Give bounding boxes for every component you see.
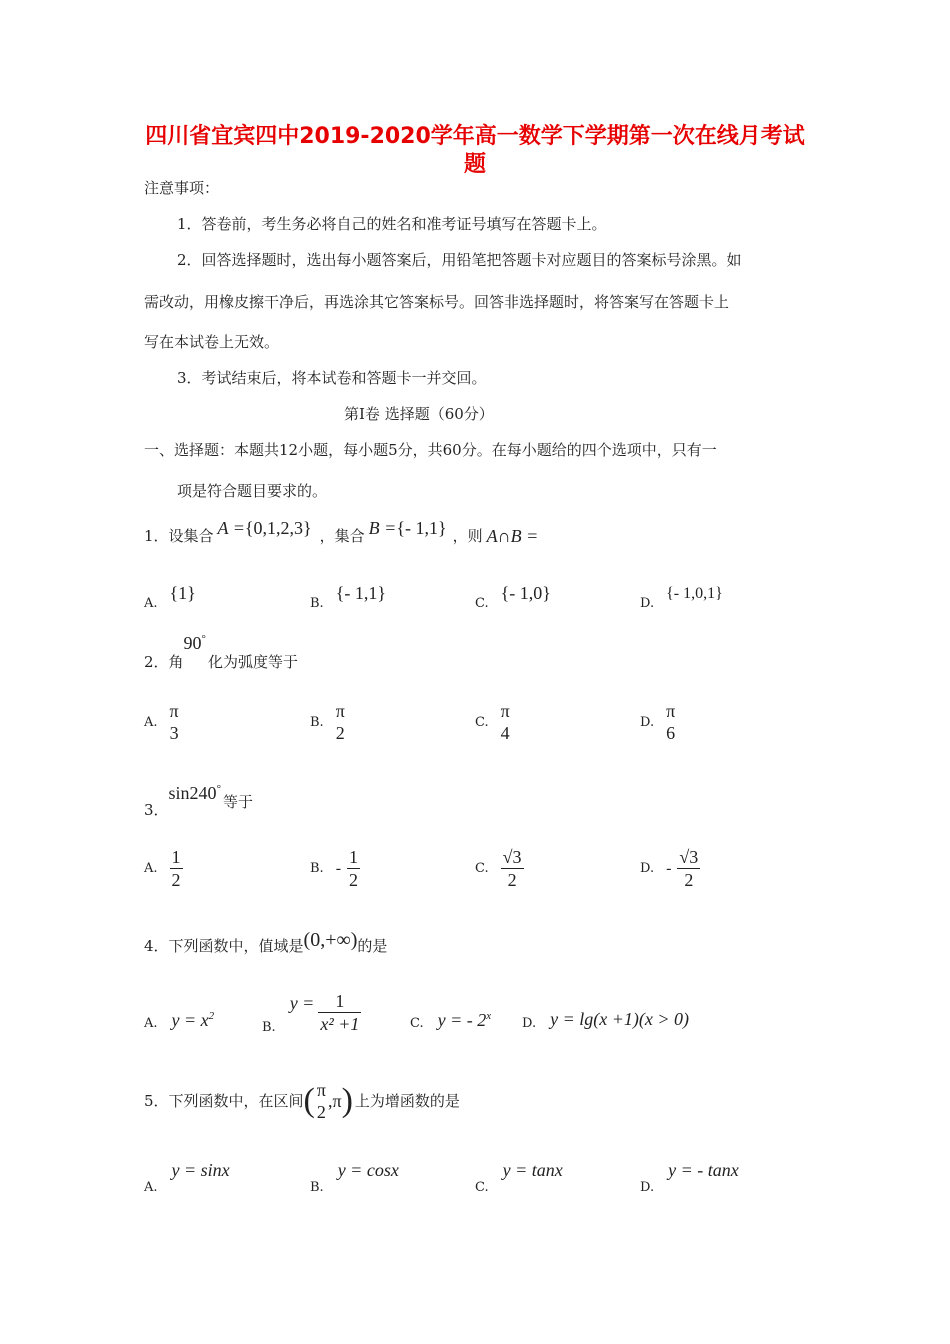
question-4-option-b[interactable]: B. y = $\frac{1}{\text{x² +1}}$ — [262, 991, 360, 1035]
question-4-option-a[interactable]: A. $y = x^2$ — [144, 1010, 215, 1031]
question-5-option-b[interactable]: B. y = cosx — [310, 1160, 399, 1195]
notice-item-2: 2．回答选择题时，选出每小题答案后，用铅笔把答题卡对应题目的答案标号涂黑。如 — [177, 251, 742, 269]
question-1-option-b[interactable]: B. {- 1,1} — [310, 583, 386, 611]
question-2-option-b[interactable]: B. π 2 — [310, 701, 345, 743]
question-5-option-c[interactable]: C. y = tanx — [475, 1160, 563, 1195]
part-heading: 第I卷 选择题（60分） — [344, 405, 494, 423]
section-instructions-cont: 项是符合题目要求的。 — [177, 482, 328, 500]
question-2-option-d[interactable]: D. π 6 — [640, 701, 676, 743]
question-1-stem: 1．设集合 A = {0,1,2,3} ，集合 B = {- 1,1} ，则 A∩B = — [144, 517, 539, 546]
notice-item-2-cont2: 写在本试卷上无效。 — [144, 333, 280, 351]
question-3-stem: 3． sin240° 等于 — [144, 783, 253, 819]
question-1-option-d[interactable]: D. {- 1,0,1} — [640, 584, 723, 611]
question-5-option-d[interactable]: D. y = - tanx — [640, 1160, 739, 1195]
page-title: 四川省宜宾四中2019-2020学年高一数学下学期第一次在线月考试 — [145, 124, 805, 149]
notice-heading: 注意事项： — [144, 179, 220, 197]
page-title-cont: 题 — [463, 152, 486, 177]
question-4-option-c[interactable]: C. y = - 2$^x$ — [410, 1010, 492, 1031]
question-3-option-b[interactable]: B. - $\frac{1}{2}$ — [310, 847, 359, 890]
section-instructions: 一、选择题：本题共12小题，每小题5分，共60分。在每小题给的四个选项中，只有一 — [144, 441, 717, 459]
question-3-option-c[interactable]: C. $\frac{√3}{2}$ — [475, 847, 522, 890]
question-4-option-d[interactable]: D. y = lg(x +1)(x > 0) — [522, 1009, 689, 1031]
question-5-stem: 5．下列函数中，在区间 ( π 2 ,π ) 上为增函数的是 — [144, 1080, 460, 1122]
notice-item-1: 1．答卷前，考生务必将自己的姓名和准考证号填写在答题卡上。 — [177, 215, 607, 233]
question-4-stem: 4．下列函数中，值域是 (0,+∞) 的是 — [144, 928, 388, 955]
notice-item-3: 3．考试结束后，将本试卷和答题卡一并交回。 — [177, 369, 487, 387]
question-2-option-c[interactable]: C. π 4 — [475, 701, 510, 743]
question-2-stem: 2．角 90° 化为弧度等于 — [144, 633, 298, 671]
question-5-option-a[interactable]: A. y = sinx — [144, 1160, 230, 1195]
question-3-option-d[interactable]: D. - $\frac{√3}{2}$ — [640, 847, 699, 890]
question-3-option-a[interactable]: A. $\frac{1}{2}$ — [144, 847, 181, 890]
question-2-option-a[interactable]: A. π 3 — [144, 701, 179, 743]
question-1-option-c[interactable]: C. {- 1,0} — [475, 583, 551, 611]
notice-item-2-cont: 需改动，用橡皮擦干净后，再选涂其它答案标号。回答非选择题时，将答案写在答题卡上 — [144, 293, 730, 311]
question-1-option-a[interactable]: A. {1} — [144, 583, 196, 611]
